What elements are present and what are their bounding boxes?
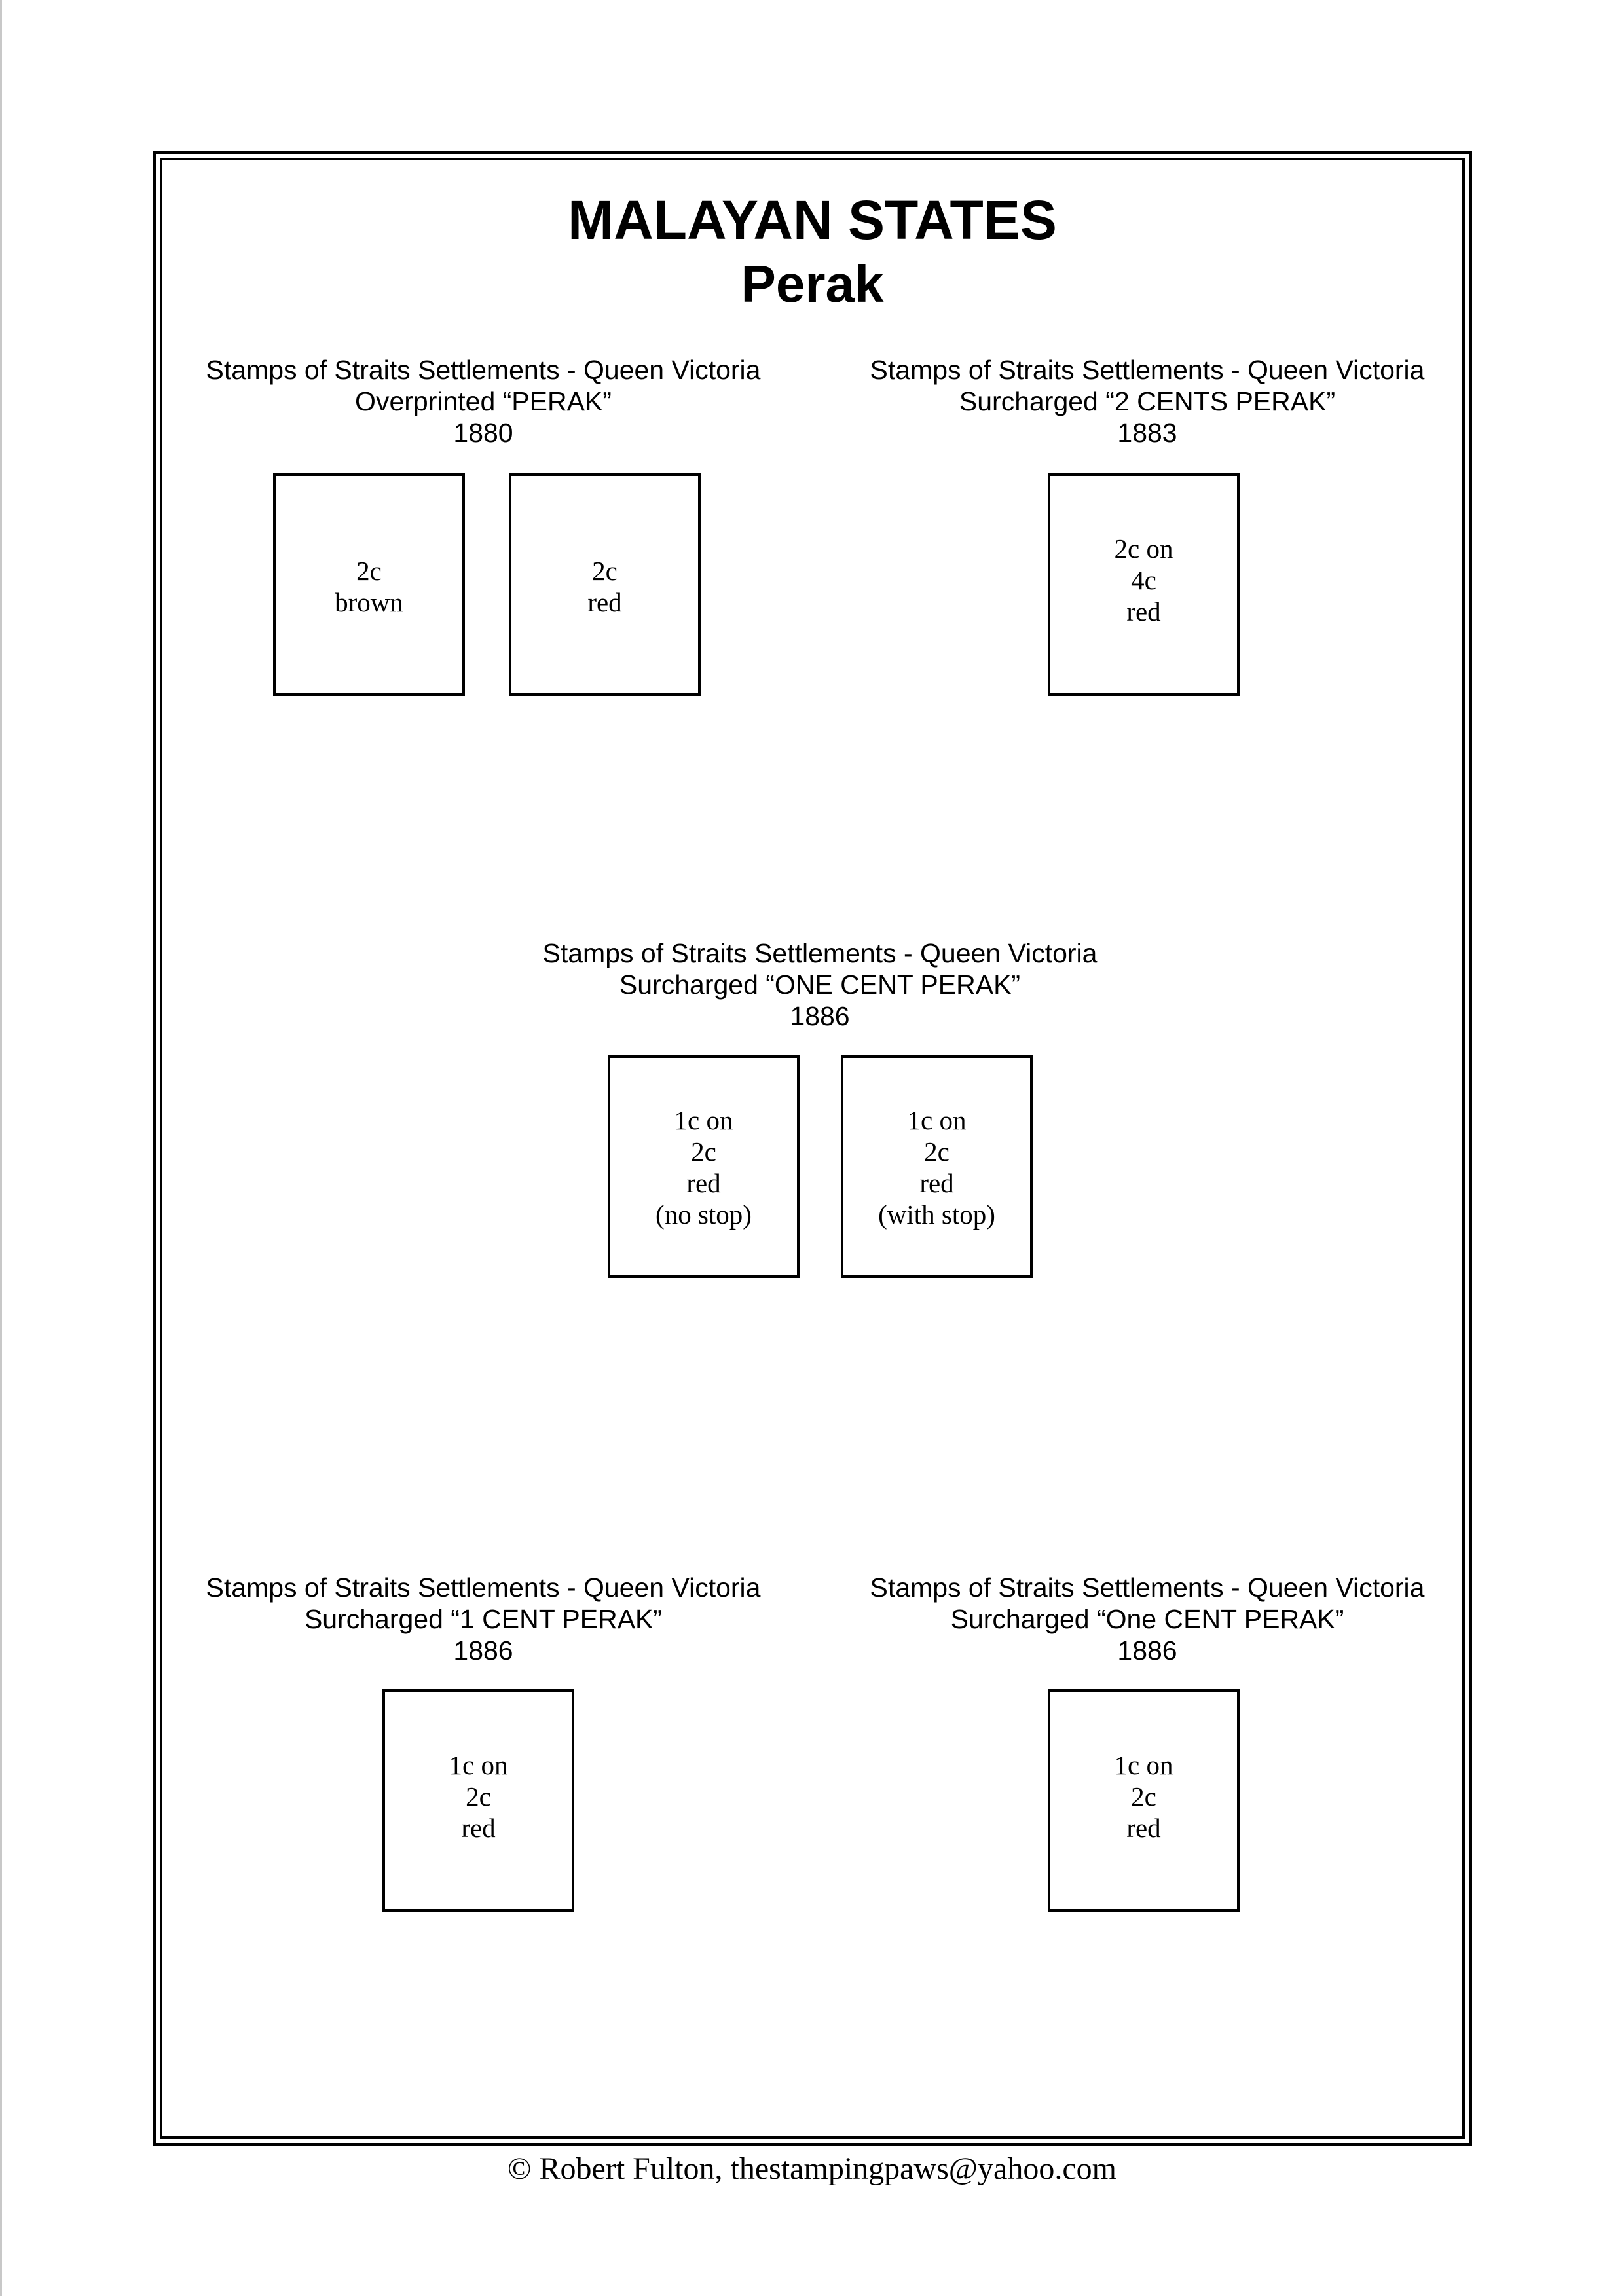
- stamp-space: [608, 1055, 800, 1278]
- section-heading-line: 1886: [1117, 1635, 1177, 1666]
- stamp-text-line: 2c: [691, 1137, 716, 1167]
- stamp-text-line: 1c on: [674, 1105, 733, 1135]
- section-heading-1886-one-cent-lower: [820, 1572, 1475, 1666]
- section-heading-line: Surcharged “2 CENTS PERAK”: [959, 386, 1336, 416]
- stamp-text-line: (no stop): [655, 1199, 752, 1230]
- section-heading-line: 1886: [453, 1635, 513, 1666]
- stamp-space: [509, 473, 701, 696]
- stamp-text-line: red: [587, 587, 622, 617]
- stamp-space: [841, 1055, 1033, 1278]
- stamp-space: [1048, 473, 1240, 696]
- stamp-text-line: red: [461, 1813, 496, 1843]
- stamp-text-line: red: [686, 1168, 721, 1198]
- section-heading-line: 1883: [1117, 418, 1177, 448]
- section-heading-line: Surcharged “ONE CENT PERAK”: [619, 970, 1021, 1000]
- page-edge-line: [0, 0, 2, 2296]
- stamp-space: [273, 473, 465, 696]
- section-heading-line: 1886: [790, 1001, 850, 1031]
- section-heading-line: Stamps of Straits Settlements - Queen Victoria: [206, 355, 761, 385]
- stamp-description: [1050, 533, 1237, 627]
- section-heading-line: 1880: [453, 418, 513, 448]
- section-heading-line: Overprinted “PERAK”: [355, 386, 612, 416]
- stamp-text-line: 2c on: [1114, 534, 1173, 564]
- section-heading-line: Surcharged “1 CENT PERAK”: [304, 1604, 663, 1634]
- stamp-space: [1048, 1689, 1240, 1912]
- section-heading-1880: [156, 354, 811, 448]
- stamp-text-line: red: [919, 1168, 954, 1198]
- section-heading-line: Stamps of Straits Settlements - Queen Victoria: [542, 938, 1098, 968]
- stamp-description: [1050, 1749, 1237, 1844]
- stamp-text-line: 2c: [466, 1781, 491, 1812]
- stamp-space: [382, 1689, 574, 1912]
- section-heading-1886-1-cent: [156, 1572, 811, 1666]
- section-heading-1883: [820, 354, 1475, 448]
- stamp-text-line: 1c on: [1114, 1750, 1173, 1780]
- copyright-footer: © Robert Fulton, thestampingpaws@yahoo.com: [507, 2151, 1116, 2186]
- page-border-inner: [160, 158, 1465, 2139]
- stamp-text-line: red: [1126, 1813, 1161, 1843]
- stamp-text-line: 2c: [356, 556, 382, 586]
- stamp-text-line: (with stop): [878, 1199, 995, 1230]
- section-heading-line: Stamps of Straits Settlements - Queen Victoria: [206, 1573, 761, 1603]
- stamp-text-line: 2c: [1131, 1781, 1156, 1812]
- stamp-text-line: 1c on: [449, 1750, 508, 1780]
- page-subtitle: Perak: [741, 255, 884, 313]
- stamp-description: [843, 1104, 1030, 1230]
- stamp-text-line: 2c: [924, 1137, 950, 1167]
- section-heading-1886-one-cent: [492, 938, 1147, 1032]
- section-heading-line: Surcharged “One CENT PERAK”: [950, 1604, 1344, 1634]
- stamp-text-line: 2c: [592, 556, 618, 586]
- stamp-description: [511, 555, 698, 618]
- stamp-description: [276, 555, 462, 618]
- stamp-text-line: red: [1126, 596, 1161, 627]
- stamp-description: [385, 1749, 572, 1844]
- page-title: MALAYAN STATES: [568, 189, 1057, 251]
- stamp-text-line: 1c on: [907, 1105, 967, 1135]
- section-heading-line: Stamps of Straits Settlements - Queen Victoria: [870, 1573, 1425, 1603]
- section-heading-line: Stamps of Straits Settlements - Queen Victoria: [870, 355, 1425, 385]
- stamp-text-line: brown: [335, 587, 403, 617]
- stamp-text-line: 4c: [1131, 565, 1156, 595]
- stamp-description: [610, 1104, 797, 1230]
